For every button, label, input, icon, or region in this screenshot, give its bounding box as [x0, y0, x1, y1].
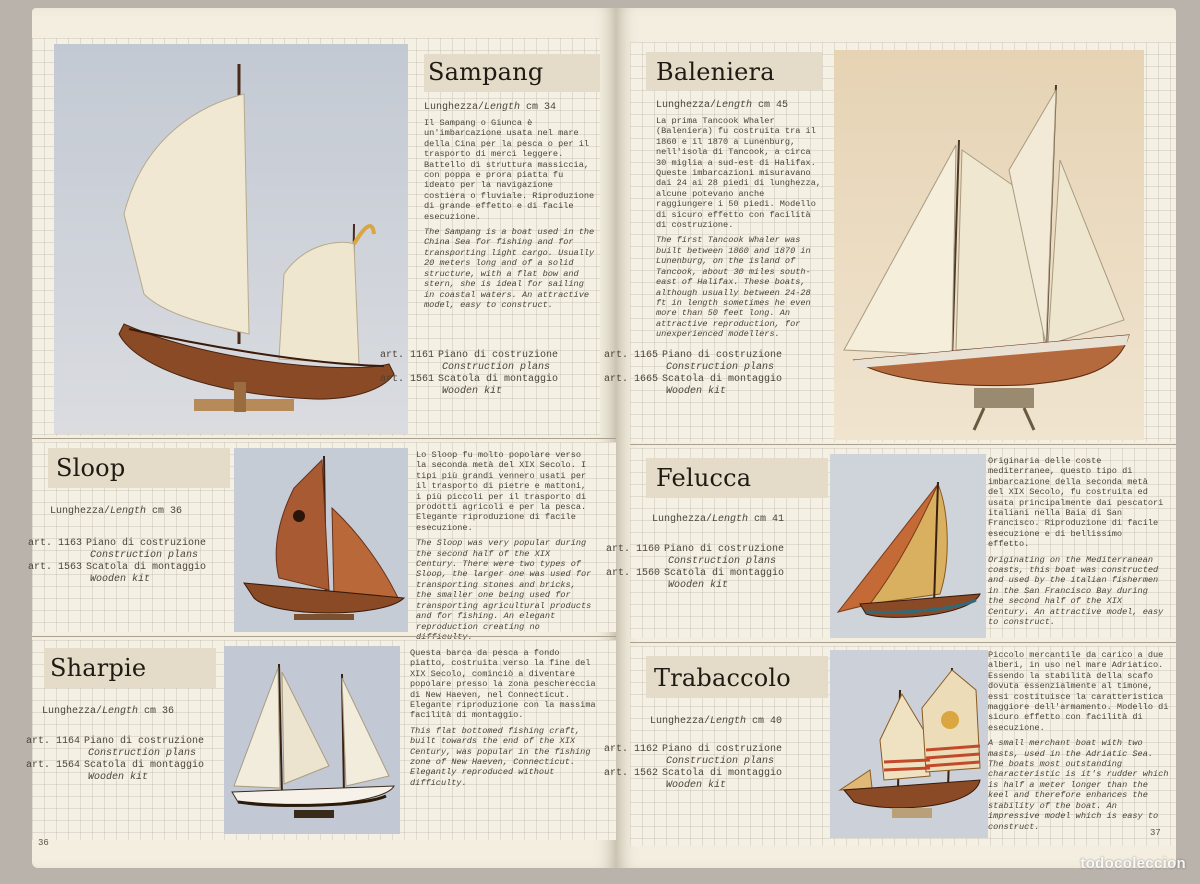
- baleniera-plan-label-en: Construction plans: [666, 362, 775, 373]
- sampang-text-english: The Sampang is a boat used in the China Sea for fishing and for transporting light cargo. Usually 20 meters long and of a solid structure, with a flat bow and stern, she is ideal for sailing in coastal waters. An attractive model, easy to construct.: [424, 227, 595, 310]
- felucca-description: [988, 456, 1168, 638]
- baleniera-description: [656, 116, 826, 348]
- sloop-length: Lunghezza/Length cm 36: [50, 506, 183, 517]
- sampang-plan-code: art. 1161: [379, 350, 434, 361]
- felucca-kit-code: art. 1560: [605, 568, 660, 579]
- trabaccolo-kit-code: art. 1562: [603, 768, 658, 779]
- baleniera-kit-code: art. 1665: [603, 374, 658, 385]
- sampang-length: Lunghezza/Length cm 34: [424, 102, 557, 113]
- sloop-title: Sloop: [56, 454, 126, 482]
- felucca-plan-code: art. 1160: [605, 544, 660, 555]
- sharpie-plan-label-en: Construction plans: [88, 748, 197, 759]
- page-number-right: 37: [1150, 828, 1161, 838]
- baleniera-plan-label: Piano di costruzione: [662, 350, 783, 361]
- watermark: todocoleccion: [1080, 855, 1186, 872]
- baleniera-text-italian: La prima Tancook Whaler (Baleniera) fu costruita tra il 1860 e il 1870 a Lunenburg, nell'isola di Tancook, a circa 30 miglia a sud-est di Halifax. Queste imbarcazioni misuravano dai 24 ai 28 piedi di lunghezza, alcune potevano anche raggiungere i 50 piedi. Modello di sicuro effetto con facilità di costruzione.: [656, 116, 822, 231]
- felucca-articles: [596, 544, 784, 592]
- sampang-title: Sampang: [428, 58, 544, 86]
- sharpie-plan-code: art. 1164: [25, 736, 80, 747]
- trabaccolo-description: [988, 650, 1172, 842]
- baleniera-length: Lunghezza/Length cm 45: [656, 100, 789, 111]
- sloop-text-english: The Sloop was very popular during the second half of the XIX Century. There were two types of Sloop, the larger one was used for transporting stones and bricks, the smaller one being used for transporting agricultural products and for fishing. An elegant reproduction creating no: [416, 538, 592, 632]
- sharpie-kit-code: art. 1564: [25, 760, 80, 771]
- trabaccolo-plan-code: art. 1162: [603, 744, 658, 755]
- felucca-text-english: Originating on the Mediterranean coasts, this boat was constructed and used by the italian fishermen in the San Francisco Bay during the second half of the XIX Century. An attractive model, easy to construct.: [988, 554, 1164, 628]
- sloop-description: [416, 450, 596, 632]
- baleniera-title: Baleniera: [656, 58, 775, 86]
- trabaccolo-title: Trabaccolo: [654, 664, 791, 692]
- sloop-plan-label-en: Construction plans: [90, 550, 199, 561]
- felucca-kit-label: Scatola di montaggio: [664, 568, 785, 579]
- section-divider: [32, 636, 616, 637]
- sampang-plan-label-en: Construction plans: [442, 362, 551, 373]
- trabaccolo-plan-label: Piano di costruzione: [662, 744, 783, 755]
- felucca-photo: [830, 454, 986, 638]
- sloop-articles: [18, 538, 206, 586]
- sloop-photo: [234, 448, 408, 632]
- felucca-text-italian: Originaria delle coste mediterranee, questo tipo di imbarcazione della seconda metà del XIX Secolo, fu costruita ed usata principalmente dai pescatori italiani nella Baia di San Francisco. Riproduzione di facile esecuzione e di bellissimo effetto.: [988, 456, 1164, 550]
- sloop-text-italian: Lo Sloop fu molto popolare verso la seconda metà del XIX Secolo. I tipi più grandi vennero usati per il trasporto di pietre e mattoni, i più piccoli per il trasporto di prodotti agricoli e per la pesca. Elegante riproduzione di facile esecuzione.: [416, 450, 587, 533]
- sampang-description: [424, 118, 596, 348]
- sharpie-plan-label: Piano di costruzione: [84, 736, 205, 747]
- section-divider: [630, 642, 1176, 643]
- sloop-plan-label: Piano di costruzione: [86, 538, 207, 549]
- page-number-left: 36: [38, 838, 49, 848]
- sampang-plan-label: Piano di costruzione: [438, 350, 559, 361]
- trabaccolo-kit-label: Scatola di montaggio: [662, 768, 783, 779]
- trabaccolo-kit-label-en: Wooden kit: [666, 780, 727, 791]
- sloop-kit-label-en: Wooden kit: [90, 574, 151, 585]
- sharpie-kit-label: Scatola di montaggio: [84, 760, 205, 771]
- section-divider: [32, 438, 616, 439]
- trabaccolo-articles: [594, 744, 782, 792]
- baleniera-text-english: The first Tancook Whaler was built between 1860 and 1870 in Lunenburg, on the island of Tancook, about 30 miles south-east of Halifax. These boats, although usually between 24-28 ft in length sometimes he even more than 50 feet long. An attractive reproduction, for unexperienced modellers.: [656, 235, 811, 340]
- sharpie-kit-label-en: Wooden kit: [88, 772, 149, 783]
- sharpie-title: Sharpie: [50, 654, 147, 682]
- baleniera-plan-code: art. 1165: [603, 350, 658, 361]
- trabaccolo-text-italian: Piccolo mercantile da carico a due alberi, in uso nel mare Adriatico. Essendo la stabilità della scafo dovuta essenzialmente al timone, essi costituisce la caratteristica maggiore dell'armamento. Modello di sicuro effetto con facilità di esecuzione.: [988, 650, 1169, 733]
- sampang-kit-code: art. 1561: [379, 374, 434, 385]
- sampang-text-italian: Il Sampang o Giunca è un'imbarcazione usata nel mare della Cina per la pesca o per il trasporto di merci leggere. Battello di struttura massiccia, con poppa e prora piatta fu ideato per la navigazione costiera o fluviale. Riproduzione di grande effetto e di facile esecuzione.: [424, 118, 595, 222]
- sampang-photo: [54, 44, 408, 434]
- sampang-kit-label: Scatola di montaggio: [438, 374, 559, 385]
- sharpie-photo: [224, 646, 400, 834]
- trabaccolo-plan-label-en: Construction plans: [666, 756, 775, 767]
- sharpie-length: Lunghezza/Length cm 36: [42, 706, 175, 717]
- trabaccolo-text-english: A small merchant boat with two masts, used in the Adriatic Sea. The boats most outstanding characteristic is it's rudder which is half a meter longer than the keel and therefore enhances the stability of the boat. An impressive model which is easy to construct.: [988, 738, 1169, 832]
- sharpie-description: [410, 648, 596, 834]
- sharpie-text-english: This flat bottomed fishing craft, built towards the end of the XIX Century, was popular in the fishing zone of New Haeven, Connecticut. Elegantly reproduced without difficulty.: [410, 725, 591, 788]
- felucca-kit-label-en: Wooden kit: [668, 580, 729, 591]
- baleniera-kit-label: Scatola di montaggio: [662, 374, 783, 385]
- felucca-plan-label-en: Construction plans: [668, 556, 777, 567]
- sharpie-text-italian: Questa barca da pesca a fondo piatto, costruita verso la fine del XIX Secolo, cominciò a diventare popolare presso la zona peschereccia di New Haeven, nel Connecticut. Elegante riproduzione con la massima facilità di montaggio.: [410, 648, 596, 721]
- sampang-articles: [370, 350, 558, 398]
- felucca-length: Lunghezza/Length cm 41: [652, 514, 785, 525]
- sharpie-articles: [16, 736, 204, 784]
- baleniera-photo: [834, 50, 1144, 440]
- sampang-kit-label-en: Wooden kit: [442, 386, 503, 397]
- trabaccolo-length: Lunghezza/Length cm 40: [650, 716, 783, 727]
- felucca-title: Felucca: [656, 464, 752, 492]
- felucca-plan-label: Piano di costruzione: [664, 544, 785, 555]
- trabaccolo-photo: [830, 650, 988, 838]
- baleniera-articles: [594, 350, 782, 398]
- section-divider: [630, 444, 1176, 445]
- right-page: [603, 8, 1176, 868]
- baleniera-kit-label-en: Wooden kit: [666, 386, 727, 397]
- sloop-plan-code: art. 1163: [27, 538, 82, 549]
- sloop-kit-label: Scatola di montaggio: [86, 562, 207, 573]
- left-page: [25, 8, 616, 868]
- sloop-kit-code: art. 1563: [27, 562, 82, 573]
